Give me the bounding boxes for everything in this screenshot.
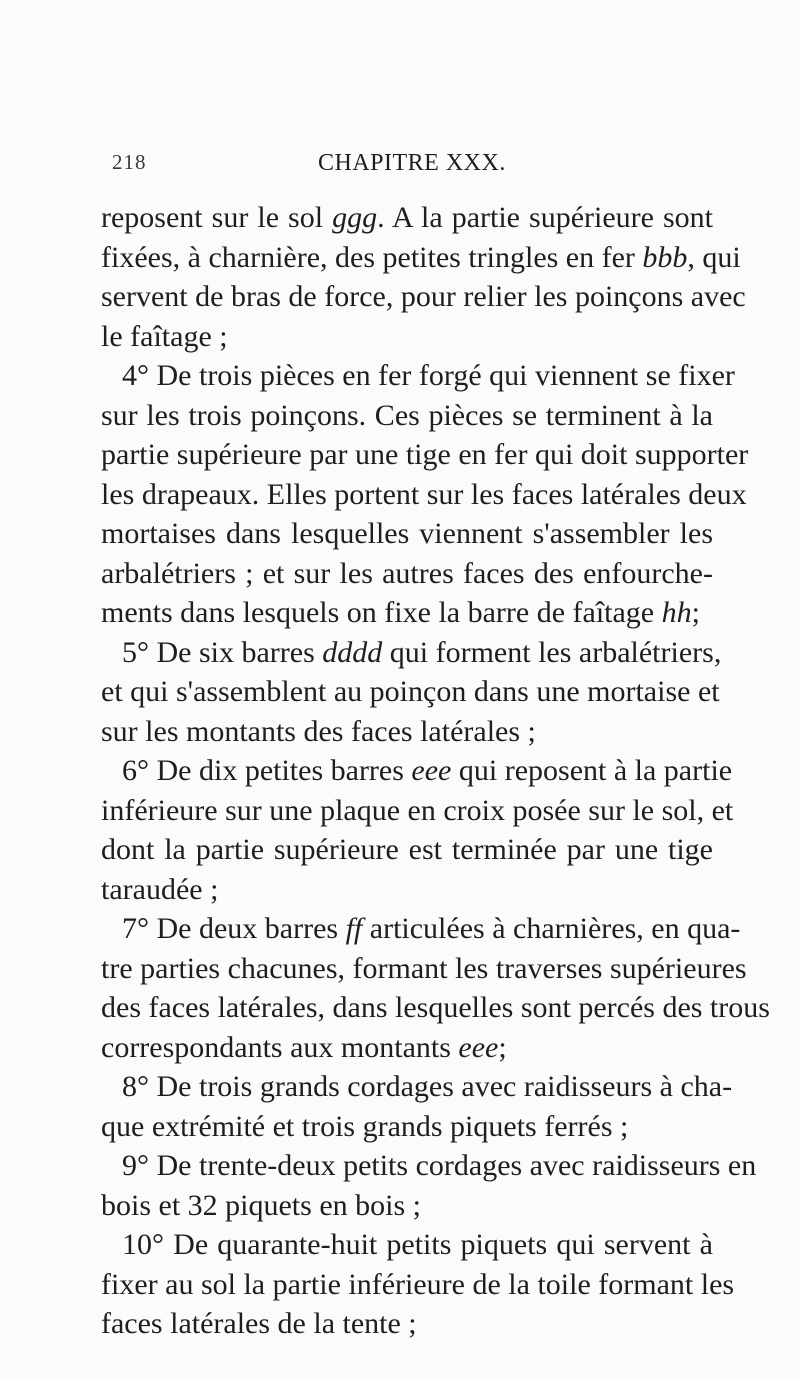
list-item-8: 8° De trois grands cordages avec raidisseurs à cha- [122, 1070, 733, 1103]
text-line: mortaises dans lesquelles viennent s'assembler les [101, 517, 713, 550]
text-line: et qui s'assemblent au poinçon dans une mortaise et [101, 675, 720, 708]
text-line: tre parties chacunes, formant les traverses supérieures [101, 951, 747, 985]
text-line: faces latérales de la tente ; [101, 1307, 417, 1340]
text-line: ments dans lesquels on fixe la barre de faîtage hh; [101, 596, 700, 629]
list-item-7: 7° De deux barres ff articulées à charnières, en qua- [122, 912, 741, 945]
text-line: arbalétriers ; et sur les autres faces des enfourche- [101, 556, 713, 590]
text-line: le faîtage ; [101, 319, 228, 353]
list-item-5: 5° De six barres dddd qui forment les arbalétriers, [122, 635, 722, 669]
list-item-6: 6° De dix petites barres eee qui reposent à la partie [122, 754, 733, 787]
running-header [0, 150, 800, 180]
body-text [101, 198, 770, 1344]
text-line: fixer au sol la partie inférieure de la toile formant les [101, 1267, 735, 1301]
text-line: inférieure sur une plaque en croix posée sur le sol, et [101, 793, 734, 827]
list-item-10: 10° De quarante-huit petits piquets qui servent à [122, 1228, 713, 1261]
text-line: bois et 32 piquets en bois ; [101, 1188, 421, 1222]
text-line: les drapeaux. Elles portent sur les faces latérales deux [101, 477, 747, 511]
text-line: correspondants aux montants eee; [101, 1030, 507, 1064]
text-line: reposent sur le sol ggg. A la partie supérieure sont [101, 201, 713, 234]
text-line: dont la partie supérieure est terminée par une tige [101, 833, 713, 866]
text-line: fixées, à charnière, des petites tringles en fer bbb, qui [101, 240, 741, 274]
text-line: partie supérieure par une tige en fer qui doit supporter [101, 438, 749, 471]
text-line: que extrémité et trois grands piquets ferrés ; [101, 1109, 629, 1143]
text-line: des faces latérales, dans lesquelles sont percés des trous [101, 991, 770, 1024]
text-line: sur les montants des faces latérales ; [101, 714, 536, 748]
text-line: servent de bras de force, pour relier les poinçons avec [101, 280, 746, 313]
text-line: sur les trois poinçons. Ces pièces se terminent à la [101, 398, 713, 432]
list-item-9: 9° De trente-deux petits cordages avec raidisseurs en [122, 1149, 757, 1182]
chapter-title: CHAPITRE XXX. [318, 150, 506, 176]
list-item-4: 4° De trois pièces en fer forgé qui viennent se fixer [122, 359, 735, 392]
text-line: taraudée ; [101, 872, 219, 906]
page-number: 218 [112, 150, 147, 174]
